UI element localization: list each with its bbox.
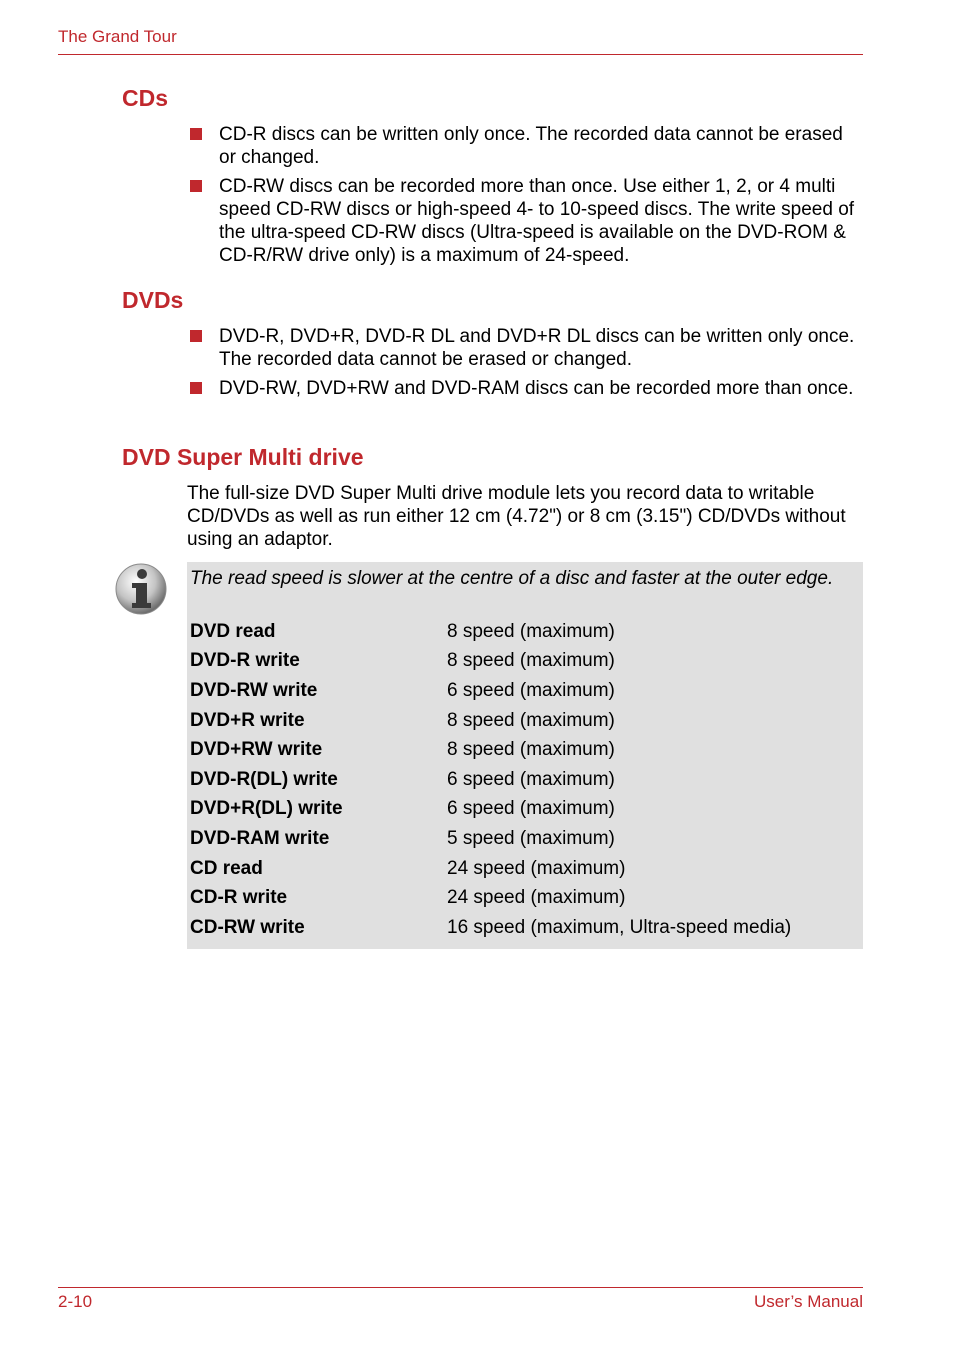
bullet-square-icon xyxy=(190,382,202,394)
table-row xyxy=(190,765,791,795)
dvds-list xyxy=(187,325,863,406)
header-rule xyxy=(58,54,863,55)
drive-label: CD-RW write xyxy=(190,916,305,938)
speed-value: 24 speed (maximum) xyxy=(447,857,626,879)
note-text: The read speed is slower at the centre of a disc and faster at the outer edge. xyxy=(190,568,834,589)
running-header: The Grand Tour xyxy=(58,27,177,46)
bullet-square-icon xyxy=(190,128,202,140)
list-item xyxy=(187,123,863,169)
bullet-text: DVD-R, DVD+R, DVD-R DL and DVD+R DL discs can be written only once. The recorded data cannot be erased or changed. xyxy=(219,326,855,370)
table-row xyxy=(190,735,791,765)
note-box xyxy=(187,562,863,949)
speed-value: 8 speed (maximum) xyxy=(447,620,615,642)
table-row xyxy=(190,854,791,884)
bullet-text: CD-RW discs can be recorded more than once. Use either 1, 2, or 4 multi speed CD-RW discs or high-speed 4- to 10-speed discs. The write speed of the ultra-speed CD-RW discs (Ultra-speed is available on the DVD-ROM & CD-R/RW drive only) is a maximum of 24-speed. xyxy=(219,176,855,266)
table-row xyxy=(190,676,791,706)
drive-label: DVD read xyxy=(190,620,276,642)
cds-list xyxy=(187,123,863,273)
drive-label: DVD+RW write xyxy=(190,739,323,761)
bullet-square-icon xyxy=(190,330,202,342)
drive-label: DVD+R(DL) write xyxy=(190,798,343,820)
speed-value: 8 speed (maximum) xyxy=(447,650,615,672)
speed-value: 6 speed (maximum) xyxy=(447,679,615,701)
bullet-text: DVD-RW, DVD+RW and DVD-RAM discs can be recorded more than once. xyxy=(219,378,854,399)
speed-value: 6 speed (maximum) xyxy=(447,798,615,820)
super-multi-paragraph: The full-size DVD Super Multi drive module lets you record data to writable CD/DVDs as well as run either 12 cm (4.72") or 8 cm (3.15") CD/DVDs without using an adaptor. xyxy=(187,483,846,550)
list-item xyxy=(187,377,863,400)
table-row xyxy=(190,706,791,736)
info-icon xyxy=(114,562,168,616)
table-row xyxy=(190,617,791,647)
drive-label: DVD-RAM write xyxy=(190,827,330,849)
speed-value: 24 speed (maximum) xyxy=(447,887,626,909)
speed-table xyxy=(190,617,791,943)
super-multi-heading: DVD Super Multi drive xyxy=(122,444,364,470)
page-number: 2-10 xyxy=(58,1292,93,1311)
list-item xyxy=(187,325,863,371)
footer-rule xyxy=(58,1287,863,1288)
list-item xyxy=(187,175,863,267)
drive-label: DVD-R write xyxy=(190,650,300,672)
speed-value: 8 speed (maximum) xyxy=(447,709,615,731)
drive-label: DVD-RW write xyxy=(190,679,318,701)
table-row xyxy=(190,913,791,943)
bullet-square-icon xyxy=(190,180,202,192)
drive-label: CD-R write xyxy=(190,887,288,909)
dvds-heading: DVDs xyxy=(122,287,184,313)
drive-label: DVD+R write xyxy=(190,709,305,731)
table-row xyxy=(190,824,791,854)
speed-value: 6 speed (maximum) xyxy=(447,768,615,790)
table-row xyxy=(190,795,791,825)
footer-title: User’s Manual xyxy=(754,1292,863,1311)
drive-label: CD read xyxy=(190,857,263,879)
speed-value: 16 speed (maximum, Ultra-speed media) xyxy=(447,916,792,938)
table-row xyxy=(190,647,791,677)
speed-value: 5 speed (maximum) xyxy=(447,827,615,849)
speed-value: 8 speed (maximum) xyxy=(447,739,615,761)
drive-label: DVD-R(DL) write xyxy=(190,768,338,790)
cds-heading: CDs xyxy=(122,85,169,111)
bullet-text: CD-R discs can be written only once. The recorded data cannot be erased or changed. xyxy=(219,124,843,168)
table-row xyxy=(190,883,791,913)
